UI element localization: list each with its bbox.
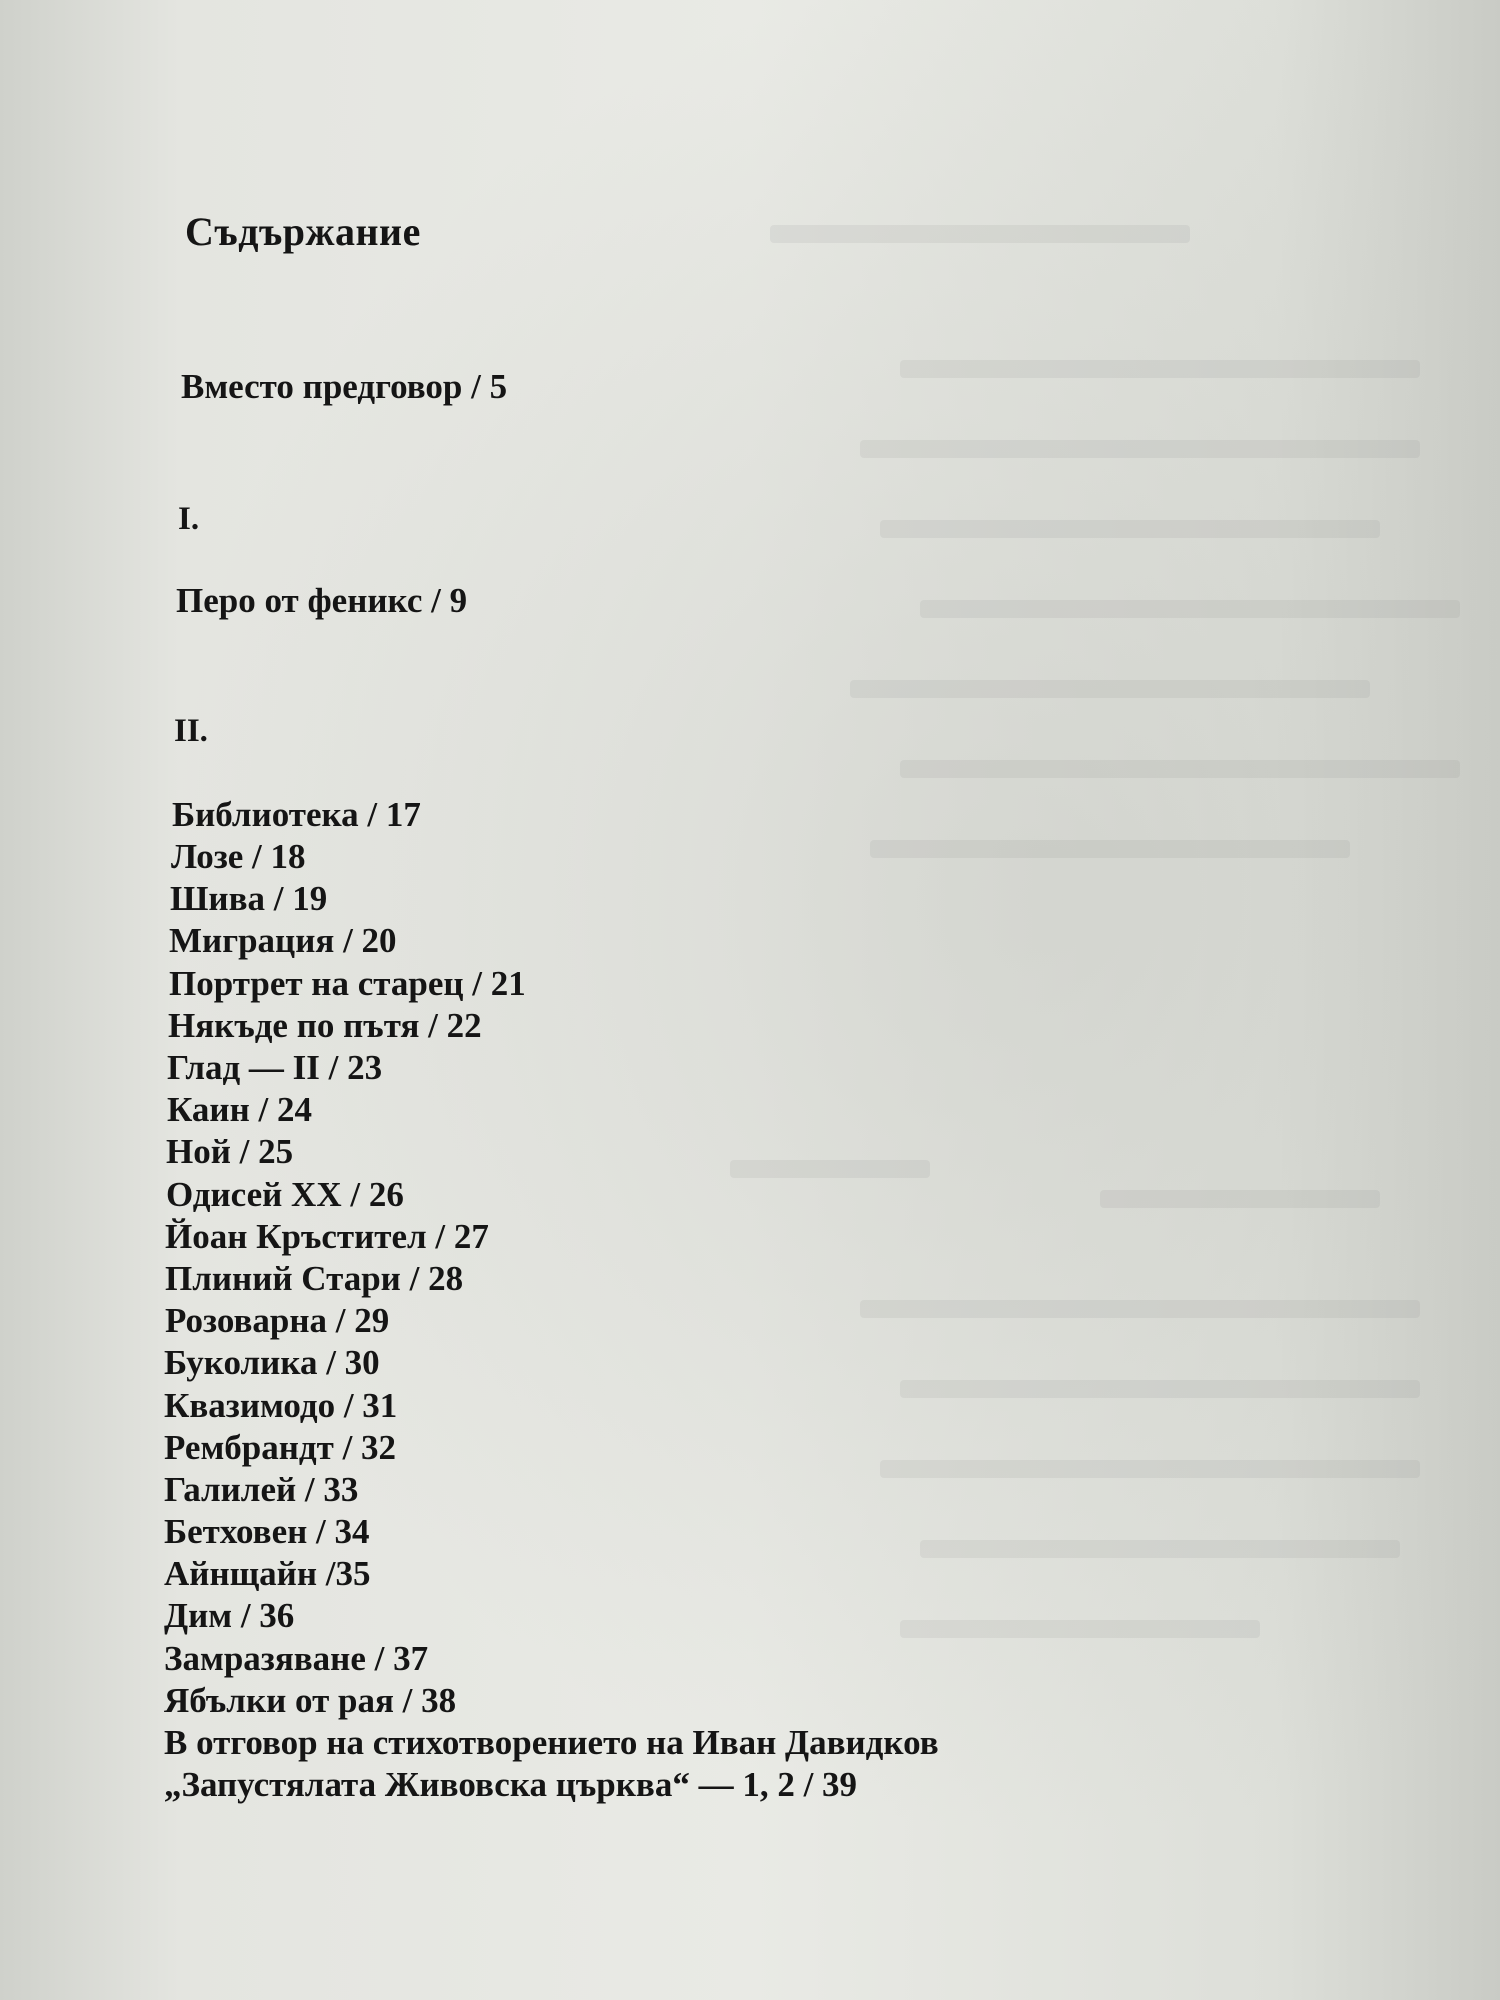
toc-entry: Бетховен / 34 — [164, 1512, 370, 1551]
toc-entry: Миграция / 20 — [169, 921, 397, 960]
toc-entry: Рембрандт / 32 — [164, 1428, 397, 1467]
toc-entry: Лозе / 18 — [171, 837, 306, 876]
toc-entry-preface: Вместо предговор / 5 — [181, 367, 508, 406]
toc-entry: „Запустялата Живовска църква“ — 1, 2 / 39 — [164, 1765, 858, 1804]
toc-entry: Ябълки от рая / 38 — [164, 1681, 457, 1720]
section-numeral-1: I. — [178, 501, 200, 537]
toc-entry: Дим / 36 — [164, 1596, 295, 1635]
toc-entry: Розоварна / 29 — [165, 1301, 390, 1340]
toc-entry: Буколика / 30 — [164, 1343, 380, 1382]
toc-entry: Ной / 25 — [166, 1132, 294, 1171]
toc-entry: Портрет на старец / 21 — [169, 964, 526, 1003]
toc-entry: Библиотека / 17 — [172, 795, 421, 834]
section-numeral-2: II. — [174, 713, 208, 749]
toc-entry: Йоан Кръстител / 27 — [165, 1217, 489, 1256]
toc-entry: Одисей XX / 26 — [166, 1175, 404, 1214]
toc-entry: Галилей / 33 — [164, 1470, 359, 1509]
toc-entry: Замразяване / 37 — [164, 1639, 429, 1678]
toc-entry: Айнщайн /35 — [164, 1554, 371, 1593]
toc-title: Съдържание — [185, 209, 421, 254]
toc-entry: Шива / 19 — [170, 879, 328, 918]
toc-entry: Перо от феникс / 9 — [176, 581, 468, 620]
toc-entry: Някъде по пътя / 22 — [168, 1006, 482, 1045]
toc-entry: В отговор на стихотворението на Иван Давидков — [164, 1723, 939, 1762]
toc-entry: Каин / 24 — [167, 1090, 312, 1129]
toc-entry: Глад — II / 23 — [167, 1048, 383, 1087]
toc-entry: Квазимодо / 31 — [164, 1386, 398, 1425]
toc-entry: Плиний Стари / 28 — [165, 1259, 464, 1298]
